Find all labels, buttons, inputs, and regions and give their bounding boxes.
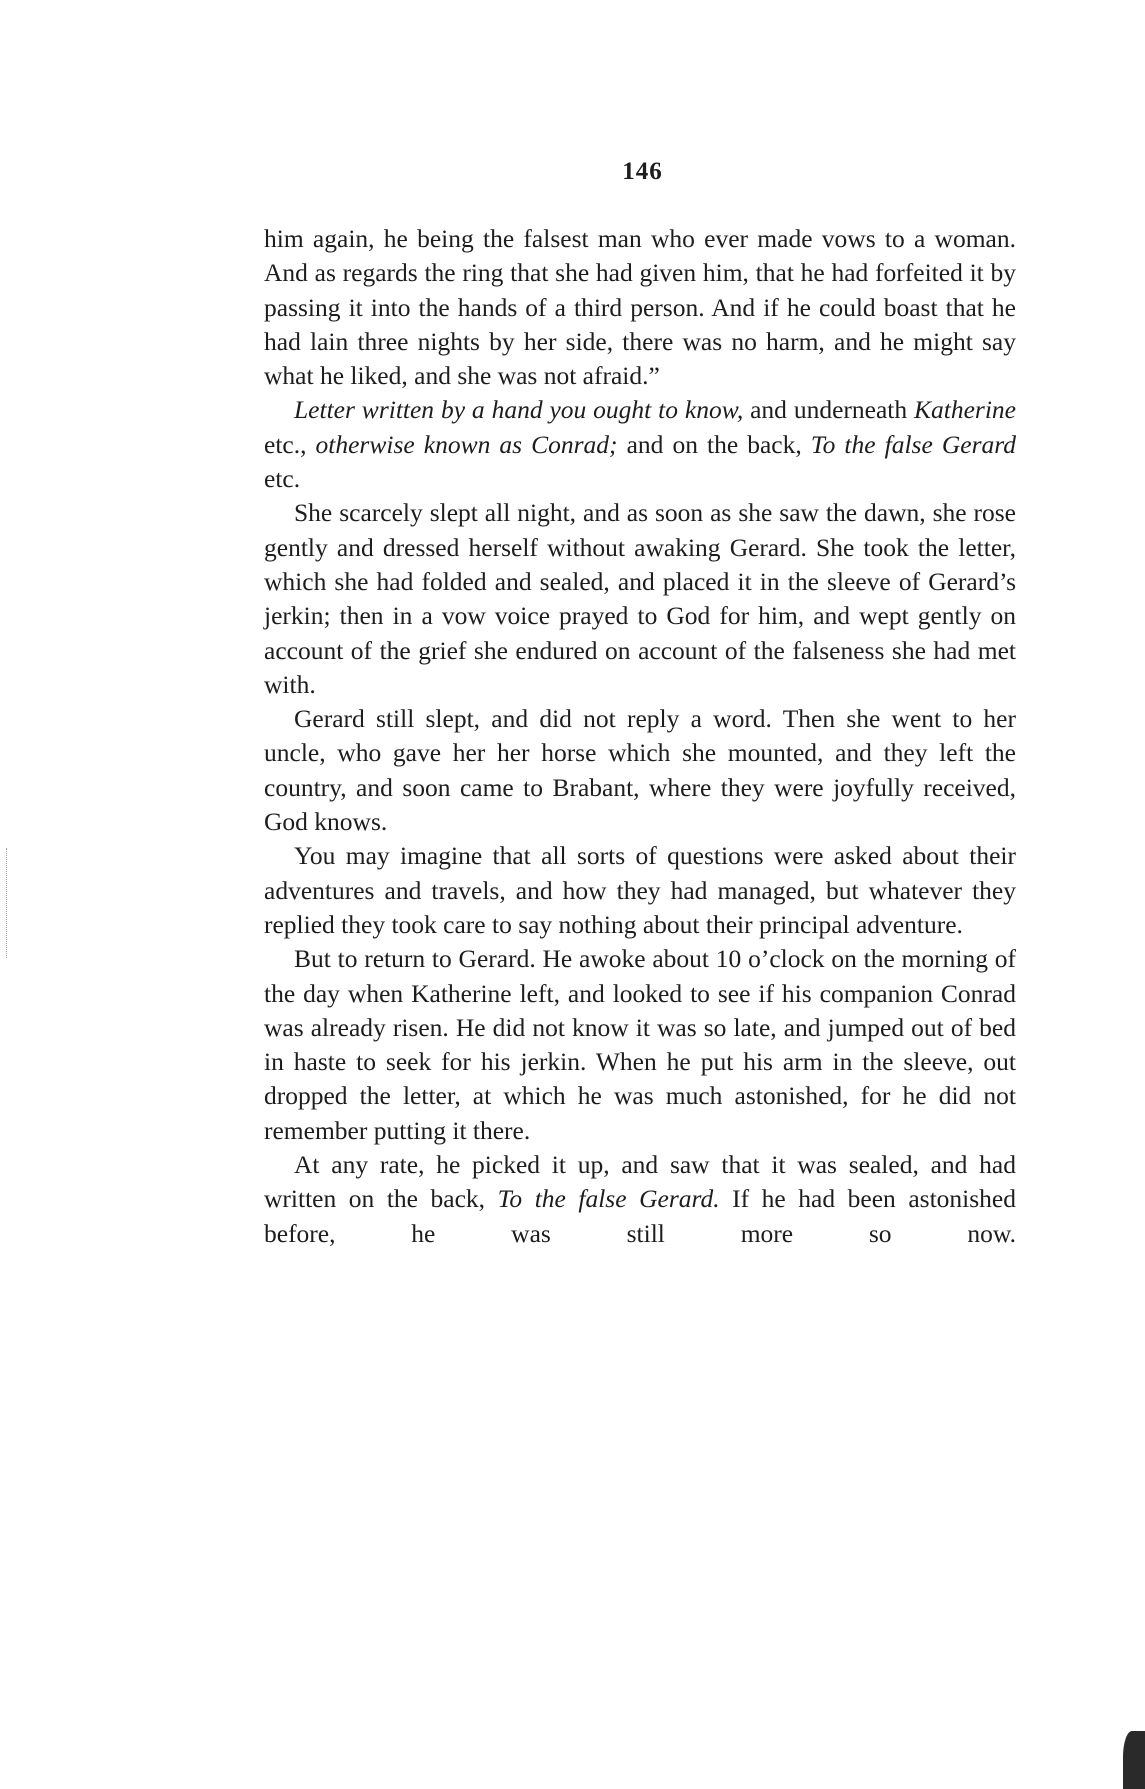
- text-segment: Gerard still slept, and did not reply a word. Then she went to her uncle, who gave her her horse which she mounted, and they left the country, and soon came to Brabant, where they were joyfully received, God knows.: [264, 704, 1016, 837]
- italic-text-segment: otherwise known as Conrad;: [315, 429, 618, 459]
- page-corner-shadow: [1123, 1731, 1145, 1789]
- text-segment: You may imagine that all sorts of questions were asked about their adventures and travels, and how they had managed, but whatever they replied they took care to say nothing about their principal adventure.: [264, 841, 1016, 939]
- paragraph-6: [264, 942, 1016, 1148]
- italic-text-segment: Katherine: [914, 395, 1016, 425]
- italic-text-segment: To the false Gerard: [810, 429, 1016, 459]
- text-segment: At any rate, he picked it up, and saw that it was sealed, and had written on the back,: [264, 1150, 1016, 1214]
- italic-text-segment: Letter written by a hand you ought to know,: [294, 395, 744, 425]
- text-segment: and on the back,: [617, 429, 811, 459]
- paragraph-1: [264, 222, 1016, 393]
- text-segment: If he had been astonished before, he was still more so now.: [264, 1184, 1016, 1248]
- italic-text-segment: To the false Gerard.: [497, 1184, 720, 1214]
- paragraph-2: [264, 393, 1016, 496]
- paragraph-4: [264, 702, 1016, 839]
- text-segment: him again, he being the falsest man who ever made vows to a woman. And as regards the ring that she had given him, that he had forfeited it by passing it into the hands of a third person. And if he could boast that he had lain three nights by her side, there was no harm, and he might say what he liked, and she was not afraid.”: [264, 224, 1016, 391]
- text-segment: She scarcely slept all night, and as soon as she saw the dawn, she rose gently and dressed herself without awaking Gerard. She took the letter, which she had folded and sealed, and placed it in the sleeve of Gerard’s jerkin; then in a vow voice prayed to God for him, and wept gently on account of the grief she endured on account of the falseness she had met with.: [264, 498, 1016, 699]
- page-number-text: 146: [622, 158, 663, 185]
- paragraph-3: [264, 496, 1016, 702]
- page-number: [0, 158, 1145, 186]
- binding-margin-marks: [6, 848, 21, 958]
- paragraph-7: [264, 1148, 1016, 1251]
- text-segment: and underneath: [743, 395, 914, 425]
- text-segment: etc.: [264, 464, 301, 494]
- body-text: [264, 222, 1016, 1251]
- text-segment: etc.,: [264, 429, 316, 459]
- text-segment: But to return to Gerard. He awoke about 10 o’clock on the morning of the day when Katherine left, and looked to see if his companion Conrad was already risen. He did not know it was so late, and jumped out of bed in haste to seek for his jerkin. When he put his arm in the sleeve, out dropped the letter, at which he was much astonished, for he did not remember putting it there.: [264, 944, 1016, 1145]
- paragraph-5: [264, 839, 1016, 942]
